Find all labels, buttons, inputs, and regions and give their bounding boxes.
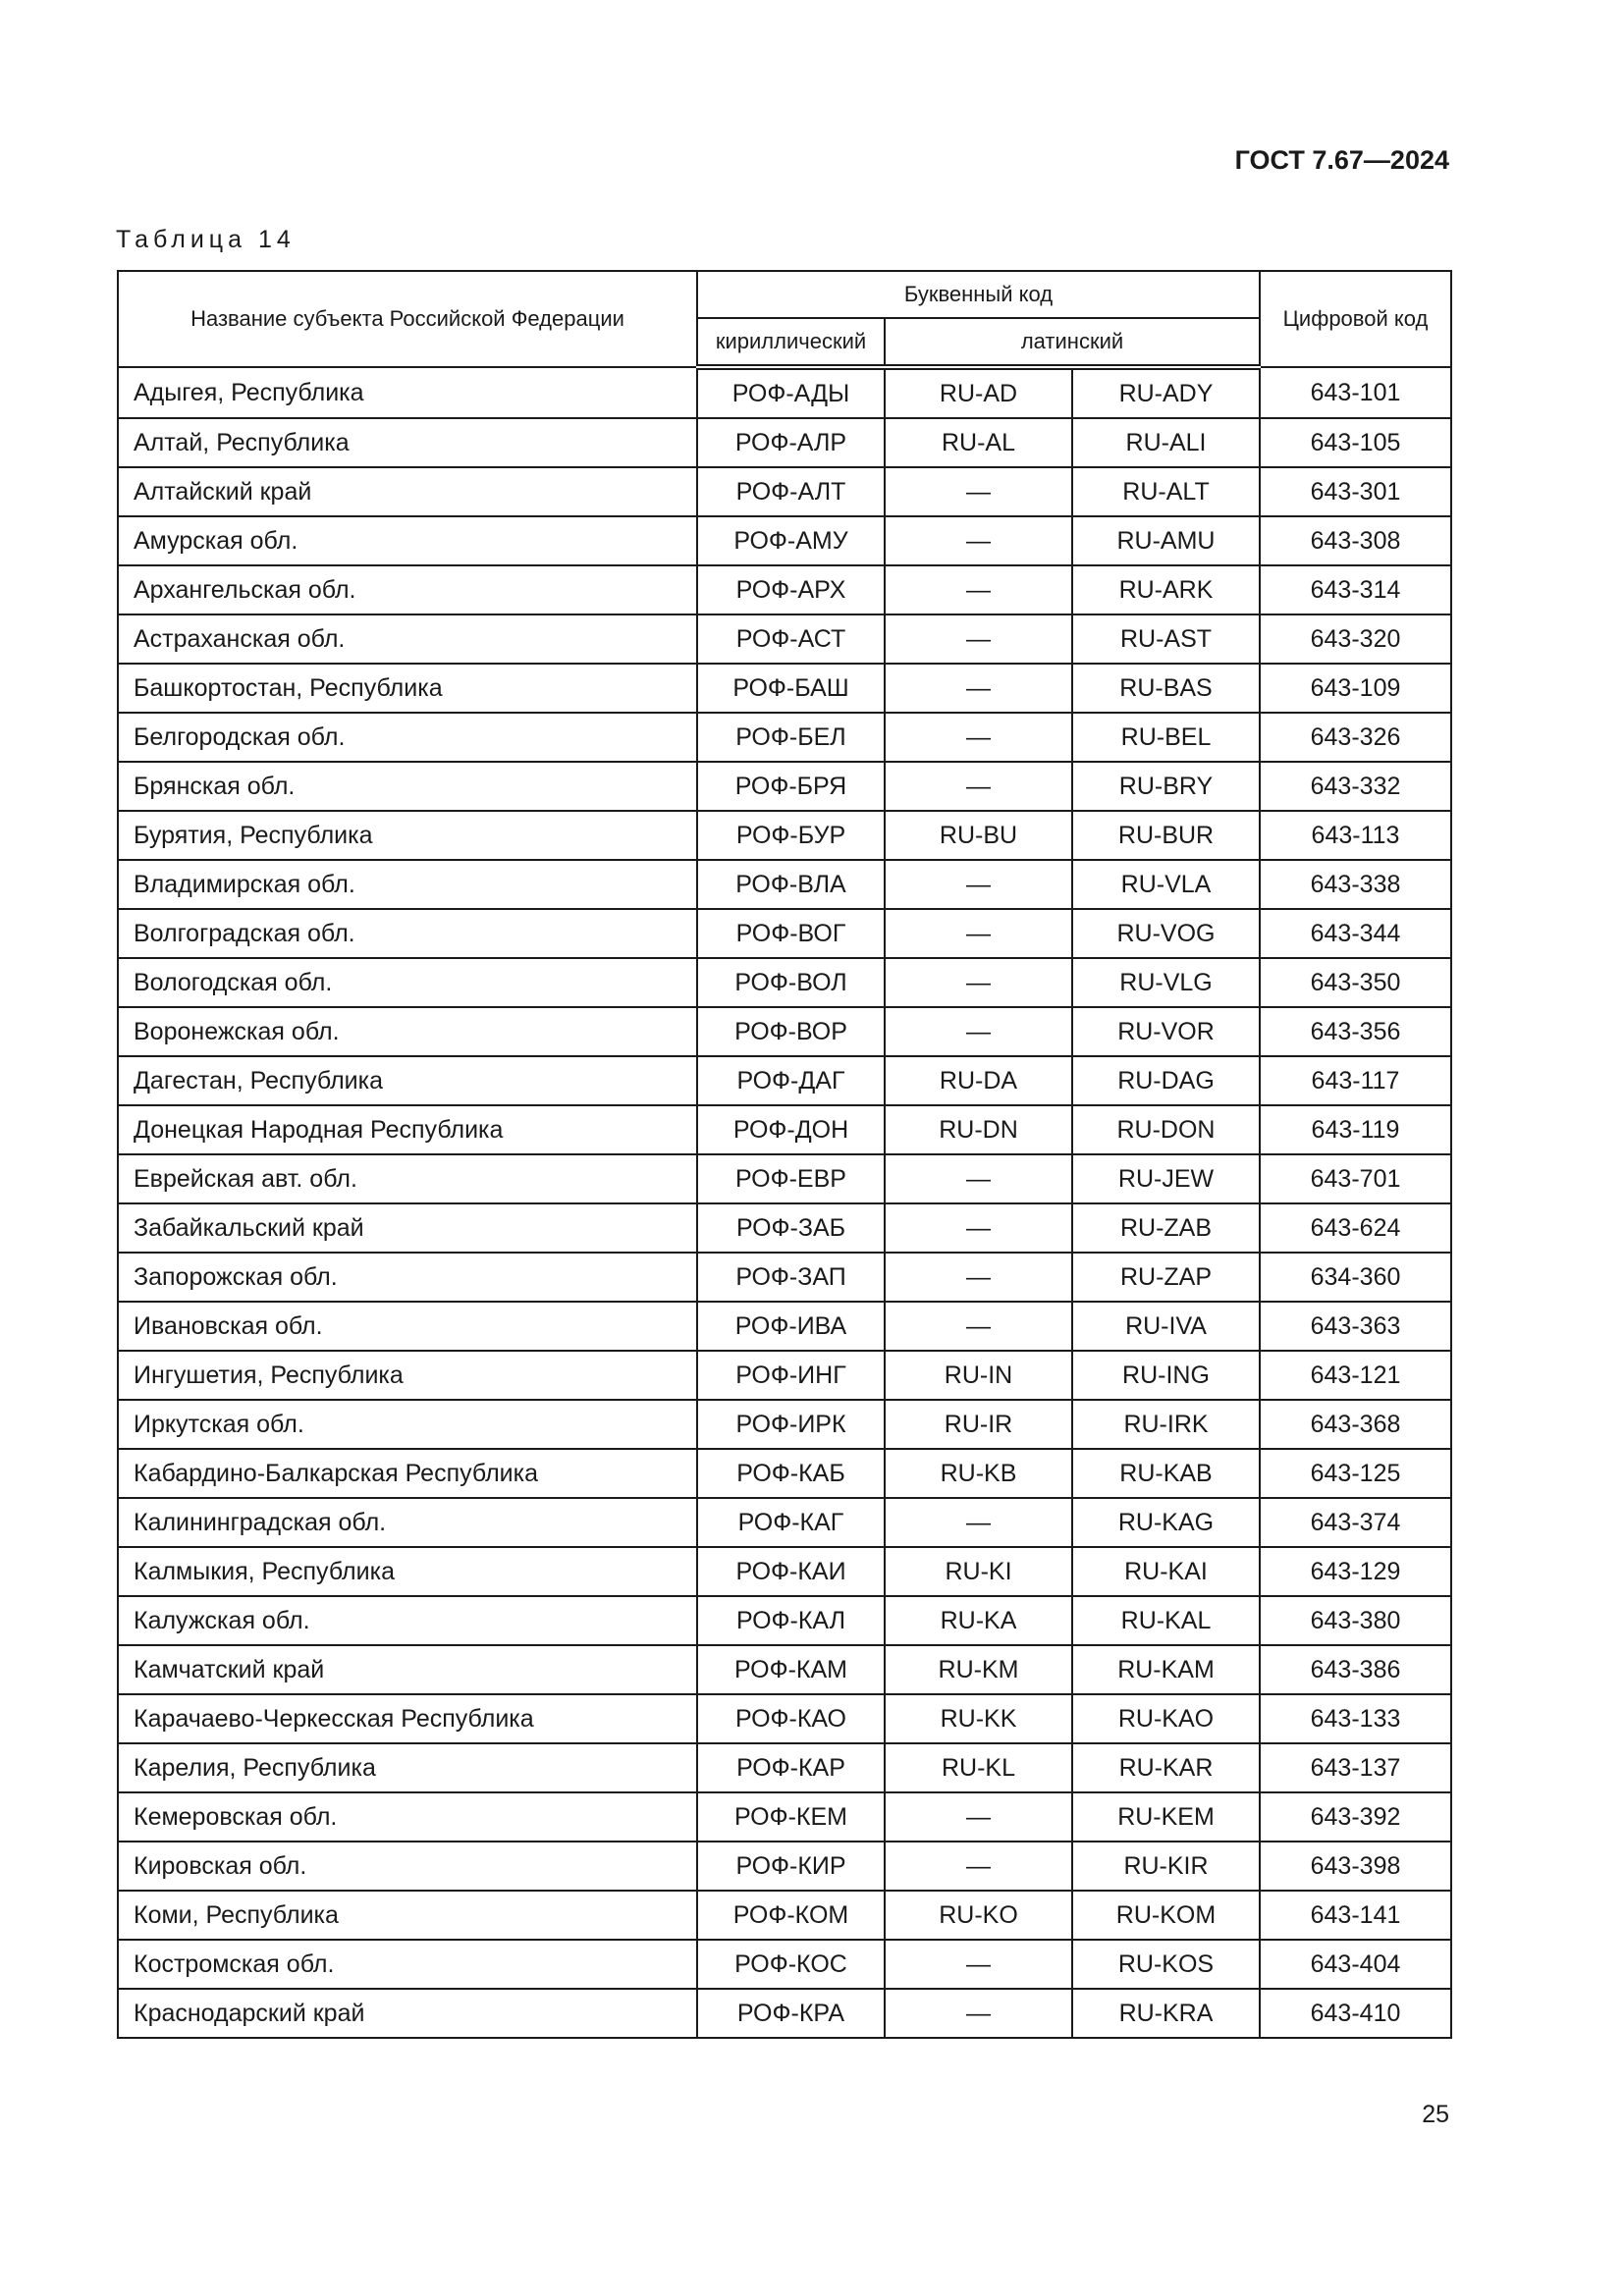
table-row [118, 1400, 1451, 1449]
cell-latin-code-3: RU-BAS [1072, 664, 1260, 713]
table-row [118, 1056, 1451, 1105]
table-row [118, 1007, 1451, 1056]
cell-subject-name: Алтай, Республика [118, 418, 697, 467]
table-row [118, 614, 1451, 664]
table-row [118, 1498, 1451, 1547]
cell-digital-code: 643-398 [1260, 1842, 1451, 1891]
cell-latin-code-3: RU-ING [1072, 1351, 1260, 1400]
cell-digital-code: 643-119 [1260, 1105, 1451, 1154]
cell-latin-code-2: — [885, 1302, 1072, 1351]
cell-subject-name: Калмыкия, Республика [118, 1547, 697, 1596]
table-row [118, 1842, 1451, 1891]
cell-digital-code: 643-332 [1260, 762, 1451, 811]
cell-digital-code: 643-410 [1260, 1989, 1451, 2038]
cell-latin-code-3: RU-ADY [1072, 367, 1260, 418]
cell-subject-name: Дагестан, Республика [118, 1056, 697, 1105]
cell-digital-code: 643-392 [1260, 1792, 1451, 1842]
cell-cyrillic-code: РОФ-АЛР [697, 418, 885, 467]
table-row [118, 811, 1451, 860]
cell-digital-code: 643-320 [1260, 614, 1451, 664]
table-row [118, 1645, 1451, 1694]
header-latin: латинский [885, 318, 1260, 367]
cell-latin-code-2: — [885, 1989, 1072, 2038]
table-row [118, 1891, 1451, 1940]
cell-digital-code: 643-374 [1260, 1498, 1451, 1547]
cell-cyrillic-code: РОФ-АСТ [697, 614, 885, 664]
cell-latin-code-2: — [885, 467, 1072, 516]
cell-digital-code: 643-141 [1260, 1891, 1451, 1940]
cell-latin-code-2: RU-KL [885, 1743, 1072, 1792]
cell-digital-code: 643-101 [1260, 367, 1451, 418]
cell-latin-code-2: — [885, 516, 1072, 565]
cell-cyrillic-code: РОФ-ДАГ [697, 1056, 885, 1105]
cell-cyrillic-code: РОФ-КАЛ [697, 1596, 885, 1645]
cell-digital-code: 643-338 [1260, 860, 1451, 909]
cell-cyrillic-code: РОФ-ИВА [697, 1302, 885, 1351]
cell-subject-name: Белгородская обл. [118, 713, 697, 762]
cell-latin-code-2: RU-IR [885, 1400, 1072, 1449]
table-row [118, 1253, 1451, 1302]
cell-digital-code: 643-356 [1260, 1007, 1451, 1056]
cell-subject-name: Краснодарский край [118, 1989, 697, 2038]
cell-cyrillic-code: РОФ-КАО [697, 1694, 885, 1743]
cell-digital-code: 643-133 [1260, 1694, 1451, 1743]
cell-subject-name: Донецкая Народная Республика [118, 1105, 697, 1154]
table-row [118, 1449, 1451, 1498]
table-row [118, 418, 1451, 467]
cell-cyrillic-code: РОФ-КАР [697, 1743, 885, 1792]
cell-latin-code-2: — [885, 1203, 1072, 1253]
cell-latin-code-2: — [885, 860, 1072, 909]
cell-subject-name: Костромская обл. [118, 1940, 697, 1989]
table-row [118, 565, 1451, 614]
cell-subject-name: Амурская обл. [118, 516, 697, 565]
cell-subject-name: Алтайский край [118, 467, 697, 516]
cell-latin-code-2: — [885, 1498, 1072, 1547]
cell-digital-code: 643-117 [1260, 1056, 1451, 1105]
cell-cyrillic-code: РОФ-КАИ [697, 1547, 885, 1596]
cell-cyrillic-code: РОФ-ЗАП [697, 1253, 885, 1302]
cell-latin-code-3: RU-VOR [1072, 1007, 1260, 1056]
cell-latin-code-3: RU-KEM [1072, 1792, 1260, 1842]
table-row [118, 1596, 1451, 1645]
cell-latin-code-3: RU-ALT [1072, 467, 1260, 516]
cell-digital-code: 643-314 [1260, 565, 1451, 614]
cell-latin-code-2: — [885, 958, 1072, 1007]
cell-subject-name: Вологодская обл. [118, 958, 697, 1007]
cell-cyrillic-code: РОФ-ВОГ [697, 909, 885, 958]
cell-cyrillic-code: РОФ-ВОЛ [697, 958, 885, 1007]
cell-cyrillic-code: РОФ-КАМ [697, 1645, 885, 1694]
cell-subject-name: Калужская обл. [118, 1596, 697, 1645]
cell-digital-code: 643-326 [1260, 713, 1451, 762]
cell-latin-code-2: RU-KI [885, 1547, 1072, 1596]
table-caption: Таблица 14 [116, 226, 296, 253]
page-number: 25 [1422, 2101, 1449, 2128]
cell-digital-code: 643-368 [1260, 1400, 1451, 1449]
cell-subject-name: Иркутская обл. [118, 1400, 697, 1449]
cell-latin-code-3: RU-KOS [1072, 1940, 1260, 1989]
cell-latin-code-3: RU-VLA [1072, 860, 1260, 909]
cell-digital-code: 643-125 [1260, 1449, 1451, 1498]
cell-subject-name: Владимирская обл. [118, 860, 697, 909]
cell-latin-code-3: RU-BUR [1072, 811, 1260, 860]
cell-latin-code-3: RU-ALI [1072, 418, 1260, 467]
cell-latin-code-2: RU-DN [885, 1105, 1072, 1154]
cell-subject-name: Забайкальский край [118, 1203, 697, 1253]
cell-cyrillic-code: РОФ-ИРК [697, 1400, 885, 1449]
cell-latin-code-3: RU-KAR [1072, 1743, 1260, 1792]
table-header [118, 271, 1451, 367]
cell-latin-code-3: RU-ZAP [1072, 1253, 1260, 1302]
cell-latin-code-3: RU-DAG [1072, 1056, 1260, 1105]
cell-cyrillic-code: РОФ-КРА [697, 1989, 885, 2038]
cell-latin-code-3: RU-AMU [1072, 516, 1260, 565]
cell-latin-code-3: RU-KAO [1072, 1694, 1260, 1743]
table-row [118, 762, 1451, 811]
cell-subject-name: Волгоградская обл. [118, 909, 697, 958]
cell-latin-code-2: RU-BU [885, 811, 1072, 860]
cell-latin-code-2: RU-DA [885, 1056, 1072, 1105]
cell-subject-name: Кировская обл. [118, 1842, 697, 1891]
cell-subject-name: Адыгея, Республика [118, 367, 697, 418]
cell-latin-code-2: — [885, 713, 1072, 762]
cell-digital-code: 643-380 [1260, 1596, 1451, 1645]
cell-cyrillic-code: РОФ-КЕМ [697, 1792, 885, 1842]
cell-latin-code-2: — [885, 565, 1072, 614]
cell-latin-code-2: RU-IN [885, 1351, 1072, 1400]
cell-subject-name: Карачаево-Черкесская Республика [118, 1694, 697, 1743]
cell-digital-code: 643-344 [1260, 909, 1451, 958]
cell-latin-code-3: RU-KOM [1072, 1891, 1260, 1940]
cell-digital-code: 643-386 [1260, 1645, 1451, 1694]
cell-latin-code-3: RU-JEW [1072, 1154, 1260, 1203]
cell-latin-code-2: — [885, 1007, 1072, 1056]
header-subject-name: Название субъекта Российской Федерации [118, 271, 697, 367]
table-row [118, 1203, 1451, 1253]
cell-latin-code-3: RU-BRY [1072, 762, 1260, 811]
cell-cyrillic-code: РОФ-ДОН [697, 1105, 885, 1154]
cell-latin-code-2: — [885, 909, 1072, 958]
table-row [118, 713, 1451, 762]
cell-latin-code-3: RU-KAI [1072, 1547, 1260, 1596]
cell-latin-code-2: RU-KM [885, 1645, 1072, 1694]
document-standard-header: ГОСТ 7.67—2024 [1234, 145, 1449, 175]
cell-latin-code-2: RU-KA [885, 1596, 1072, 1645]
cell-subject-name: Воронежская обл. [118, 1007, 697, 1056]
cell-cyrillic-code: РОФ-КАБ [697, 1449, 885, 1498]
cell-latin-code-2: — [885, 1253, 1072, 1302]
cell-subject-name: Запорожская обл. [118, 1253, 697, 1302]
cell-digital-code: 643-301 [1260, 467, 1451, 516]
cell-digital-code: 643-624 [1260, 1203, 1451, 1253]
cell-latin-code-3: RU-KRA [1072, 1989, 1260, 2038]
table-row [118, 1694, 1451, 1743]
cell-subject-name: Ингушетия, Республика [118, 1351, 697, 1400]
table-body [118, 367, 1451, 2038]
table-row [118, 958, 1451, 1007]
table-row [118, 1743, 1451, 1792]
header-cyrillic: кириллический [697, 318, 885, 367]
table-row [118, 1792, 1451, 1842]
cell-subject-name: Коми, Республика [118, 1891, 697, 1940]
cell-subject-name: Камчатский край [118, 1645, 697, 1694]
cell-latin-code-2: — [885, 1792, 1072, 1842]
cell-latin-code-2: — [885, 614, 1072, 664]
cell-digital-code: 643-105 [1260, 418, 1451, 467]
cell-digital-code: 643-350 [1260, 958, 1451, 1007]
table-row [118, 367, 1451, 418]
cell-digital-code: 643-363 [1260, 1302, 1451, 1351]
cell-cyrillic-code: РОФ-КАГ [697, 1498, 885, 1547]
cell-digital-code: 643-404 [1260, 1940, 1451, 1989]
cell-subject-name: Бурятия, Республика [118, 811, 697, 860]
cell-latin-code-3: RU-IVA [1072, 1302, 1260, 1351]
cell-cyrillic-code: РОФ-ЕВР [697, 1154, 885, 1203]
cell-digital-code: 634-360 [1260, 1253, 1451, 1302]
cell-subject-name: Брянская обл. [118, 762, 697, 811]
table-row [118, 1105, 1451, 1154]
cell-subject-name: Архангельская обл. [118, 565, 697, 614]
cell-subject-name: Ивановская обл. [118, 1302, 697, 1351]
cell-cyrillic-code: РОФ-ИНГ [697, 1351, 885, 1400]
cell-latin-code-3: RU-ZAB [1072, 1203, 1260, 1253]
table-row [118, 1302, 1451, 1351]
cell-subject-name: Еврейская авт. обл. [118, 1154, 697, 1203]
cell-latin-code-2: RU-AD [885, 367, 1072, 418]
cell-cyrillic-code: РОФ-АРХ [697, 565, 885, 614]
cell-latin-code-2: RU-KB [885, 1449, 1072, 1498]
cell-cyrillic-code: РОФ-БРЯ [697, 762, 885, 811]
table-row [118, 664, 1451, 713]
cell-cyrillic-code: РОФ-КОМ [697, 1891, 885, 1940]
cell-subject-name: Кабардино-Балкарская Республика [118, 1449, 697, 1498]
cell-subject-name: Карелия, Республика [118, 1743, 697, 1792]
cell-latin-code-2: — [885, 1940, 1072, 1989]
cell-cyrillic-code: РОФ-ВОР [697, 1007, 885, 1056]
cell-cyrillic-code: РОФ-ВЛА [697, 860, 885, 909]
subject-codes-table [117, 270, 1452, 2039]
cell-latin-code-2: RU-KO [885, 1891, 1072, 1940]
cell-latin-code-2: — [885, 1154, 1072, 1203]
cell-latin-code-3: RU-KAG [1072, 1498, 1260, 1547]
cell-cyrillic-code: РОФ-АМУ [697, 516, 885, 565]
table-row [118, 516, 1451, 565]
cell-cyrillic-code: РОФ-КИР [697, 1842, 885, 1891]
cell-digital-code: 643-137 [1260, 1743, 1451, 1792]
cell-latin-code-3: RU-KAL [1072, 1596, 1260, 1645]
cell-latin-code-3: RU-IRK [1072, 1400, 1260, 1449]
cell-cyrillic-code: РОФ-БЕЛ [697, 713, 885, 762]
cell-digital-code: 643-701 [1260, 1154, 1451, 1203]
cell-latin-code-3: RU-ARK [1072, 565, 1260, 614]
cell-subject-name: Кемеровская обл. [118, 1792, 697, 1842]
cell-digital-code: 643-129 [1260, 1547, 1451, 1596]
header-digital-code: Цифровой код [1260, 271, 1451, 367]
table-row [118, 1351, 1451, 1400]
cell-cyrillic-code: РОФ-БУР [697, 811, 885, 860]
table-row [118, 860, 1451, 909]
cell-subject-name: Калининградская обл. [118, 1498, 697, 1547]
cell-latin-code-3: RU-VOG [1072, 909, 1260, 958]
cell-latin-code-3: RU-AST [1072, 614, 1260, 664]
table-row [118, 467, 1451, 516]
cell-subject-name: Астраханская обл. [118, 614, 697, 664]
table-row [118, 909, 1451, 958]
cell-digital-code: 643-121 [1260, 1351, 1451, 1400]
table-row [118, 1154, 1451, 1203]
table-row [118, 1989, 1451, 2038]
cell-digital-code: 643-109 [1260, 664, 1451, 713]
cell-cyrillic-code: РОФ-ЗАБ [697, 1203, 885, 1253]
cell-cyrillic-code: РОФ-АЛТ [697, 467, 885, 516]
cell-latin-code-3: RU-DON [1072, 1105, 1260, 1154]
cell-latin-code-2: RU-AL [885, 418, 1072, 467]
cell-latin-code-3: RU-BEL [1072, 713, 1260, 762]
cell-cyrillic-code: РОФ-АДЫ [697, 367, 885, 418]
table-row [118, 1940, 1451, 1989]
cell-latin-code-3: RU-KAM [1072, 1645, 1260, 1694]
cell-latin-code-2: — [885, 664, 1072, 713]
cell-cyrillic-code: РОФ-БАШ [697, 664, 885, 713]
cell-latin-code-2: — [885, 1842, 1072, 1891]
cell-latin-code-3: RU-KAB [1072, 1449, 1260, 1498]
header-letter-code: Буквенный код [697, 271, 1260, 318]
cell-latin-code-2: RU-KK [885, 1694, 1072, 1743]
cell-digital-code: 643-308 [1260, 516, 1451, 565]
cell-digital-code: 643-113 [1260, 811, 1451, 860]
table-row [118, 1547, 1451, 1596]
cell-subject-name: Башкортостан, Республика [118, 664, 697, 713]
cell-latin-code-3: RU-KIR [1072, 1842, 1260, 1891]
cell-latin-code-3: RU-VLG [1072, 958, 1260, 1007]
cell-cyrillic-code: РОФ-КОС [697, 1940, 885, 1989]
cell-latin-code-2: — [885, 762, 1072, 811]
